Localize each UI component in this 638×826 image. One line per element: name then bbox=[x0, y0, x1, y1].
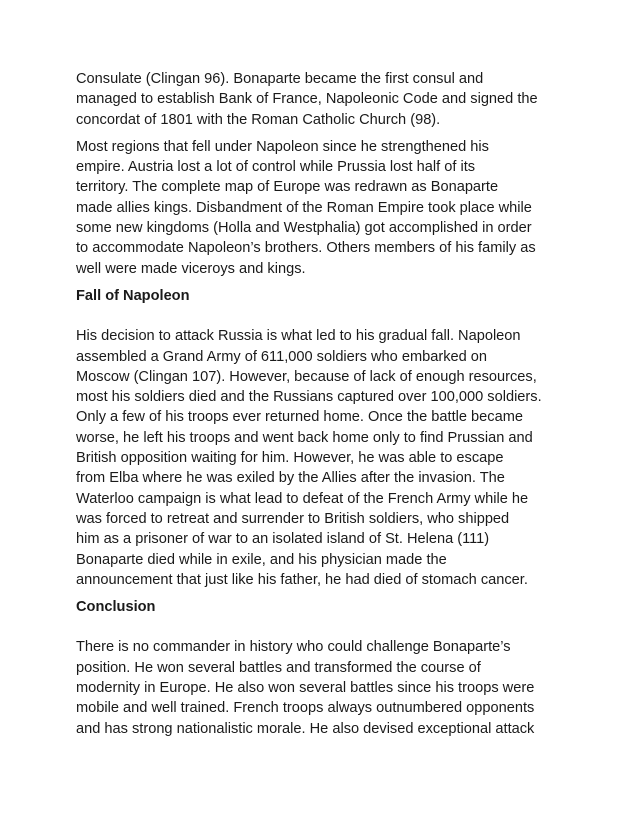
paragraph-consulate bbox=[76, 69, 566, 130]
text-line: well were made viceroys and kings. bbox=[76, 260, 306, 277]
text-line: managed to establish Bank of France, Napoleonic Code and signed the bbox=[76, 91, 538, 108]
text-line: him as a prisoner of war to an isolated island of St. Helena (111) bbox=[76, 531, 490, 548]
text-line: announcement that just like his father, he had died of stomach cancer. bbox=[76, 571, 528, 588]
document-body bbox=[76, 69, 566, 746]
text-line: Consulate (Clingan 96). Bonaparte became the first consul and bbox=[76, 71, 484, 87]
text-line: was forced to retreat and surrender to British soldiers, who shipped bbox=[76, 510, 510, 527]
text-line: to accommodate Napoleon’s brothers. Others members of his family as bbox=[76, 240, 536, 257]
text-line: Most regions that fell under Napoleon since he strengthened his bbox=[76, 138, 489, 155]
text-line: territory. The complete map of Europe was redrawn as Bonaparte bbox=[76, 179, 499, 196]
paragraph-regions bbox=[76, 137, 566, 279]
text-line: position. He won several battles and transformed the course of bbox=[76, 659, 481, 676]
text-line: made allies kings. Disbandment of the Roman Empire took place while bbox=[76, 199, 532, 216]
section-heading-conclusion: Conclusion bbox=[76, 599, 156, 616]
text-line: concordat of 1801 with the Roman Catholic Church (98). bbox=[76, 111, 441, 128]
text-line: His decision to attack Russia is what led to his gradual fall. Napoleon bbox=[76, 328, 521, 345]
text-line: empire. Austria lost a lot of control while Prussia lost half of its bbox=[76, 159, 476, 176]
text-line: Only a few of his troops ever returned home. Once the battle became bbox=[76, 409, 523, 426]
text-line: worse, he left his troops and went back home only to find Prussian and bbox=[76, 429, 533, 446]
text-line: assembled a Grand Army of 611,000 soldiers who embarked on bbox=[76, 348, 488, 365]
text-line: Moscow (Clingan 107). However, because of lack of enough resources, bbox=[76, 368, 537, 385]
text-line: modernity in Europe. He also won several battles since his troops were bbox=[76, 680, 535, 697]
text-line: Waterloo campaign is what lead to defeat of the French Army while he bbox=[76, 490, 529, 507]
text-line: mobile and well trained. French troops always outnumbered opponents bbox=[76, 700, 535, 717]
text-line: Bonaparte died while in exile, and his physician made the bbox=[76, 551, 447, 568]
paragraph-fall bbox=[76, 326, 566, 590]
text-line: some new kingdoms (Holla and Westphalia) got accomplished in order bbox=[76, 220, 532, 237]
paragraph-conclusion bbox=[76, 637, 566, 738]
text-line: from Elba where he was exiled by the Allies after the invasion. The bbox=[76, 470, 505, 487]
text-line: British opposition waiting for him. However, he was able to escape bbox=[76, 450, 504, 467]
text-line: There is no commander in history who could challenge Bonaparte’s bbox=[76, 639, 511, 656]
text-line: and has strong nationalistic morale. He also devised exceptional attack bbox=[76, 720, 535, 737]
section-heading-fall: Fall of Napoleon bbox=[76, 287, 190, 304]
text-line: most his soldiers died and the Russians captured over 100,000 soldiers. bbox=[76, 389, 542, 406]
